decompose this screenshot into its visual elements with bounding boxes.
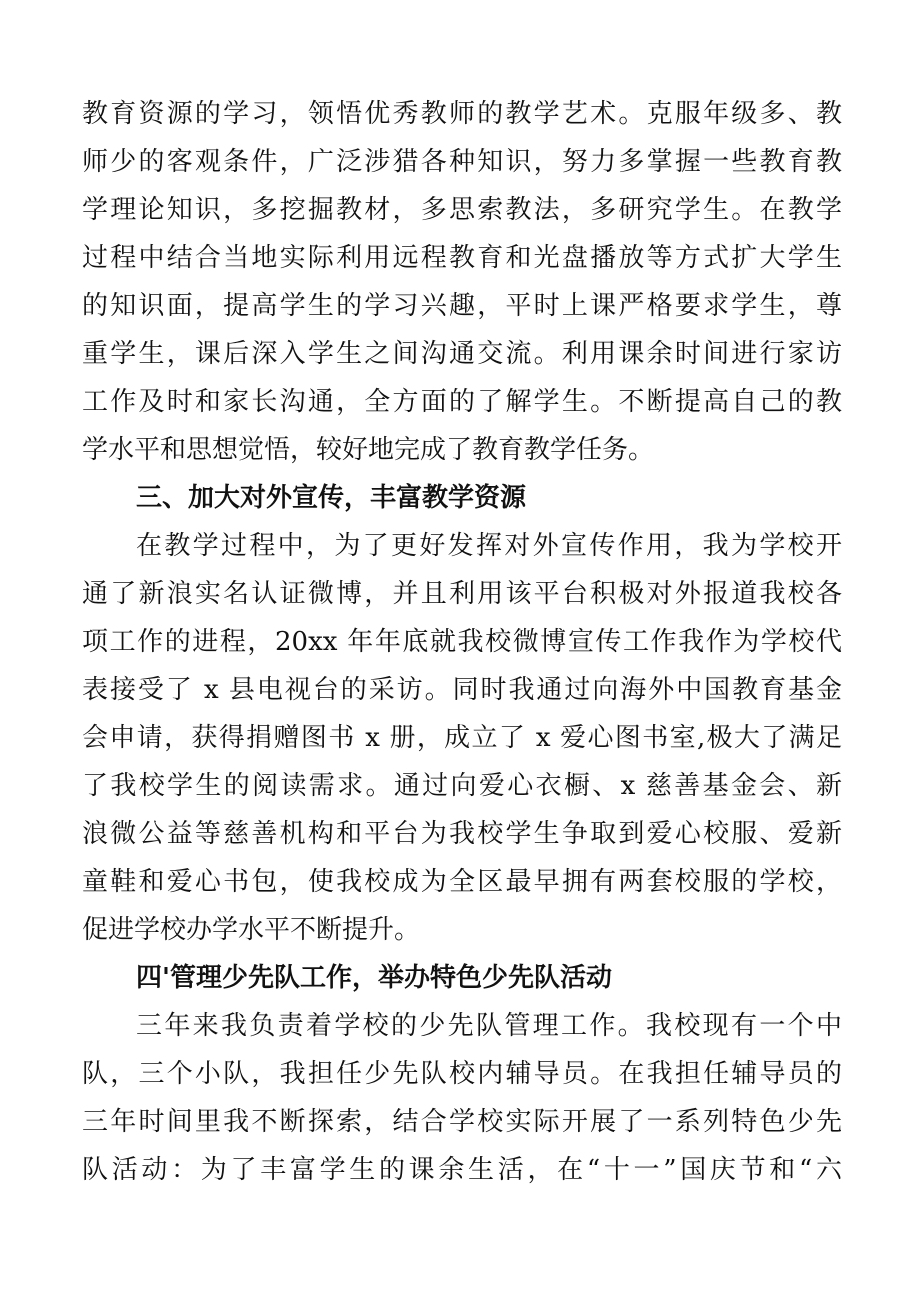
paragraph-1-line-3: 学理论知识，多挖掘教材，多思索教法，多研究学生。在教学 [82, 195, 842, 225]
paragraph-3-line-4: 队活动：为了丰富学生的课余生活，在“十一”国庆节和“六 [82, 1155, 842, 1185]
paragraph-1-line-6: 重学生，课后深入学生之间沟通交流。利用课余时间进行家访 [82, 339, 842, 369]
paragraph-1-line-1: 教育资源的学习，领悟优秀教师的教学艺术。克服年级多、教 [82, 99, 842, 129]
paragraph-1-line-8: 学水平和思想觉悟，较好地完成了教育教学任务。 [82, 435, 655, 465]
paragraph-2-line-2: 通了新浪实名认证微博，并且利用该平台积极对外报道我校各 [82, 579, 842, 609]
paragraph-2-line-9: 促进学校办学水平不断提升。 [82, 915, 421, 945]
paragraph-3-line-3: 三年时间里我不断探索，结合学校实际开展了一系列特色少先 [82, 1107, 842, 1137]
paragraph-2-line-1: 在教学过程中，为了更好发挥对外宣传作用，我为学校开 [136, 531, 842, 561]
paragraph-2-line-8: 童鞋和爱心书包，使我校成为全区最早拥有两套校服的学校， [82, 867, 842, 897]
paragraph-1-line-5: 的知识面，提高学生的学习兴趣，平时上课严格要求学生，尊 [82, 291, 842, 321]
paragraph-2-line-4: 表接受了 x 县电视台的采访。同时我通过向海外中国教育基金 [82, 675, 842, 705]
paragraph-2-line-7: 浪微公益等慈善机构和平台为我校学生争取到爱心校服、爱新 [82, 819, 842, 849]
paragraph-3-line-1: 三年来我负责着学校的少先队管理工作。我校现有一个中 [136, 1011, 842, 1041]
paragraph-1-line-4: 过程中结合当地实际利用远程教育和光盘播放等方式扩大学生 [82, 243, 842, 273]
paragraph-1-line-2: 师少的客观条件，广泛涉猎各种知识，努力多掌握一些教育教 [82, 147, 842, 177]
paragraph-1-line-7: 工作及时和家长沟通，全方面的了解学生。不断提高自己的教 [82, 387, 842, 417]
section-heading-3: 三、加大对外宣传，丰富教学资源 [136, 483, 527, 513]
section-heading-4: 四'管理少先队工作，举办特色少先队活动 [136, 963, 612, 993]
paragraph-2-line-6: 了我校学生的阅读需求。通过向爱心衣橱、x 慈善基金会、新 [82, 771, 842, 801]
paragraph-2-line-3: 项工作的进程，20xx 年年底就我校微博宣传工作我作为学校代 [82, 627, 842, 657]
paragraph-3-line-2: 队，三个小队，我担任少先队校内辅导员。在我担任辅导员的 [82, 1059, 842, 1089]
paragraph-2-line-5: 会申请，获得捐赠图书 x 册，成立了 x 爱心图书室,极大了满足 [82, 723, 842, 753]
